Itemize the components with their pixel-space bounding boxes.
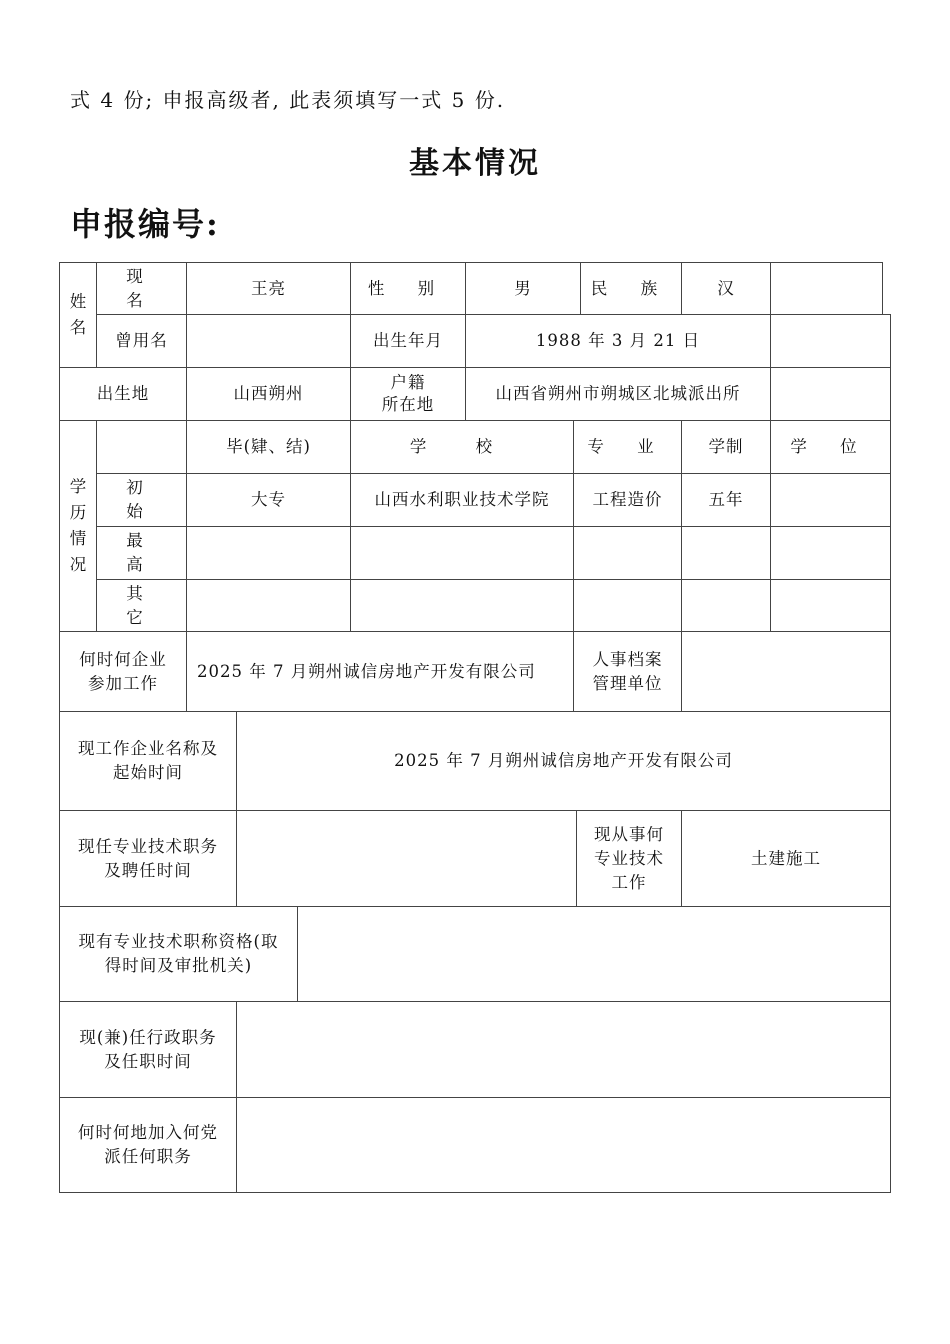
education-school-cell[interactable] <box>350 473 574 527</box>
education-header-major: 专 业 <box>587 437 668 456</box>
join-work-cell[interactable] <box>186 631 574 712</box>
education-header-major-cell <box>573 420 682 474</box>
current-company-label: 现工作企业名称及 起始时间 <box>78 739 218 782</box>
gender-value: 男 <box>514 278 532 298</box>
education-grad-cell[interactable] <box>186 526 351 580</box>
admin-post-label-cell <box>59 1001 237 1098</box>
education-header-school-cell <box>350 420 574 474</box>
archive-label: 人事档案 管理单位 <box>592 649 663 693</box>
qualification-label-cell <box>59 906 298 1002</box>
party-label-cell <box>59 1097 237 1193</box>
current-company-value: 2025 年 7 月朔州诚信房地产开发有限公司 <box>394 751 733 770</box>
party-label: 何时何地加入何党 派任何职务 <box>78 1123 218 1166</box>
current-name-cell[interactable] <box>186 262 351 315</box>
birthplace-cell[interactable] <box>186 367 351 421</box>
education-row-label: 其 它 <box>126 583 157 627</box>
birth-cell[interactable] <box>465 314 771 368</box>
gender-label: 性 别 <box>367 278 449 298</box>
photo-cell-top <box>770 262 883 315</box>
ethnicity-label-cell <box>580 262 682 315</box>
current-title-label: 现任专业技术职务 及聘任时间 <box>78 836 218 880</box>
ethnicity-cell[interactable] <box>681 262 771 315</box>
education-group-label: 学历情况 <box>69 477 87 574</box>
current-work-label: 现从事何 专业技术 工作 <box>594 824 664 892</box>
ethnicity-value: 汉 <box>717 278 735 298</box>
education-header-degree-cell <box>770 420 891 474</box>
education-row-label-cell <box>96 473 187 527</box>
name-group-label: 姓名 <box>69 292 87 337</box>
education-group-cell <box>59 420 97 632</box>
education-header-grad: 毕(肄、结) <box>226 437 311 456</box>
admin-post-label: 现(兼)任行政职务 及任职时间 <box>79 1027 217 1071</box>
former-name-label-cell <box>96 314 187 368</box>
intro-text: 式 4 份; 申报高级者, 此表须填写一式 5 份. <box>70 88 506 112</box>
photo-cell-middle <box>770 314 891 368</box>
name-group-cell <box>59 262 97 368</box>
page-title: 基本情况 <box>409 146 541 181</box>
gender-cell[interactable] <box>465 262 581 315</box>
education-degree-cell[interactable] <box>770 579 891 632</box>
hukou-cell[interactable] <box>465 367 771 421</box>
birthplace-label: 出生地 <box>96 384 150 403</box>
current-name-label-cell <box>96 262 187 315</box>
education-row-label-cell <box>96 526 187 580</box>
education-header-school: 学 校 <box>409 437 515 456</box>
photo-cell-bottom <box>770 367 891 421</box>
education-years-value: 五年 <box>708 490 744 509</box>
birth-label: 出生年月 <box>373 331 443 350</box>
education-row-label: 初 始 <box>126 478 157 521</box>
education-major-cell[interactable] <box>573 579 682 632</box>
archive-cell[interactable] <box>681 631 891 712</box>
education-header-years-cell <box>681 420 771 474</box>
ethnicity-label: 民 族 <box>590 278 672 298</box>
education-row-label: 最 高 <box>126 531 157 574</box>
education-row-label-cell <box>96 579 187 632</box>
current-work-label-cell <box>576 810 682 907</box>
join-work-label: 何时何企业 参加工作 <box>79 649 167 693</box>
education-grad-cell[interactable] <box>186 473 351 527</box>
admin-post-cell[interactable] <box>236 1001 891 1098</box>
current-company-label-cell <box>59 711 237 811</box>
education-header-years: 学制 <box>708 437 744 456</box>
archive-label-cell <box>573 631 682 712</box>
birth-value: 1988 年 3 月 21 日 <box>535 331 701 350</box>
former-name-cell[interactable] <box>186 314 351 368</box>
join-work-value: 2025 年 7 月朔州诚信房地产开发有限公司 <box>197 661 536 681</box>
education-years-cell[interactable] <box>681 473 771 527</box>
hukou-label-cell <box>350 367 466 421</box>
former-name-label: 曾用名 <box>115 331 168 350</box>
education-major-cell[interactable] <box>573 473 682 527</box>
party-cell[interactable] <box>236 1097 891 1193</box>
birthplace-label-cell <box>59 367 187 421</box>
education-header-blank <box>96 420 187 474</box>
current-work-value: 土建施工 <box>751 848 821 868</box>
education-grad-value: 大专 <box>251 490 286 509</box>
education-major-cell[interactable] <box>573 526 682 580</box>
birthplace-value: 山西朔州 <box>233 384 304 403</box>
join-work-label-cell <box>59 631 187 712</box>
education-school-cell[interactable] <box>350 579 574 632</box>
current-name-value: 王亮 <box>251 278 286 298</box>
education-school-value: 山西水利职业技术学院 <box>374 490 550 509</box>
current-title-cell[interactable] <box>236 810 577 907</box>
current-company-cell[interactable] <box>236 711 891 811</box>
education-degree-cell[interactable] <box>770 526 891 580</box>
current-name-label: 现 名 <box>126 266 157 310</box>
education-degree-cell[interactable] <box>770 473 891 527</box>
current-work-cell[interactable] <box>681 810 891 907</box>
education-header-degree: 学 位 <box>790 437 871 456</box>
gender-label-cell <box>350 262 466 315</box>
qualification-label: 现有专业技术职称资格(取 得时间及审批机关) <box>78 932 279 975</box>
hukou-value: 山西省朔州市朔城区北城派出所 <box>495 384 741 403</box>
education-school-cell[interactable] <box>350 526 574 580</box>
current-title-label-cell <box>59 810 237 907</box>
education-years-cell[interactable] <box>681 579 771 632</box>
education-major-value: 工程造价 <box>592 490 663 509</box>
birth-label-cell <box>350 314 466 368</box>
education-years-cell[interactable] <box>681 526 771 580</box>
qualification-cell[interactable] <box>297 906 891 1002</box>
education-header-grad-cell <box>186 420 351 474</box>
application-number-label: 申报编号: <box>70 205 220 243</box>
hukou-label: 户籍 所在地 <box>381 373 435 414</box>
education-grad-cell[interactable] <box>186 579 351 632</box>
